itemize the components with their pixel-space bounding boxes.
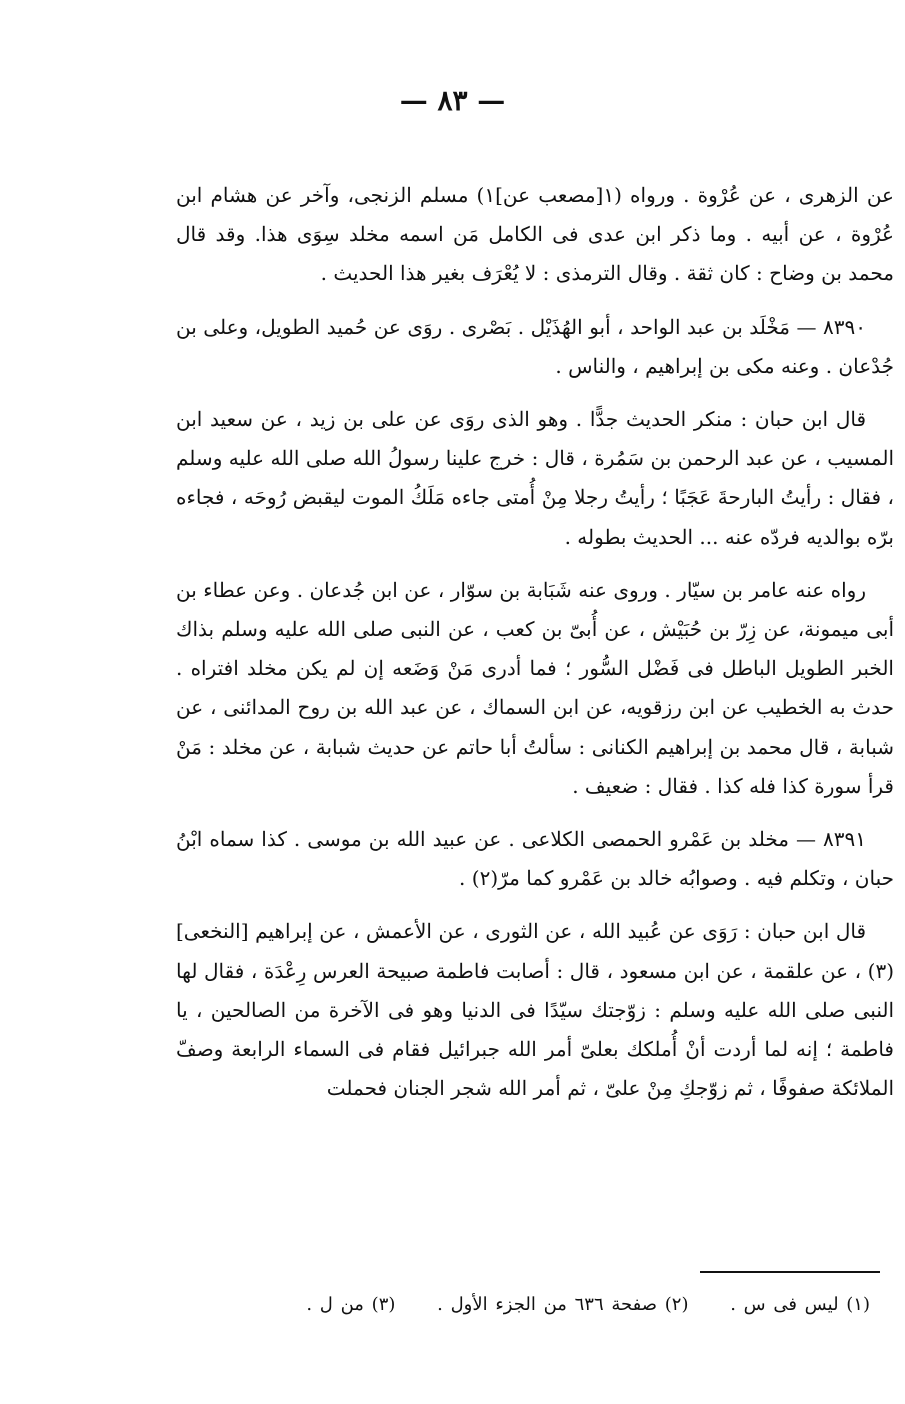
paragraph-riwaya: رواه عنه عامر بن سيّار . وروى عنه شَبَابة بن سوّار ، عن ابن جُدعان . وعن عطاء بن أبى ميمونة، عن زِرّ بن حُبَيْش ، عن أُبىّ بن كعب ، عن النبى صلى الله عليه وسلم بذاك الخبر الطويل الباطل فى فَضْل السُّور ؛ فما أدرى مَنْ وَضَعه إن لم يكن مخلد افتراه . حدث به الخطيب عن ابن رزقويه، عن ابن السماك ، عن عبد الله بن روح المدائنى ، عن شبابة ، قال محمد بن إبراهيم الكنانى : سألتُ أبا حاتم عن حديث شبابة ، عن مخلد : مَنْ قرأ سورة كذا فله كذا . فقال : ضعيف . <box>176 577 894 798</box>
paragraph-ibn-hibban-2: قال ابن حبان : رَوَى عن عُبيد الله ، عن الثورى ، عن الأعمش ، عن إبراهيم [النخعى](٣) ، عن علقمة ، عن ابن مسعود ، قال : أصابت فاطمة صبيحة العرس رِعْدَة ، فقال لها النبى صلى الله عليه وسلم : زوّجتك سيّدًا فى الدنيا وهو فى الآخرة من الصالحين ، يا فاطمة ؛ إنه لما أردت أنْ أُملكك بعلىّ أمر الله جبرائيل فقام فى السماء الرابعة وصفّ الملائكة صفوفًا ، ثم زوّجكِ مِنْ علىّ ، ثم أمر الله شجر الجنان فحملت <box>176 919 894 1101</box>
main-text <box>176 176 894 1122</box>
paragraph-ibn-hibban-1: قال ابن حبان : منكر الحديث جدًّا . وهو الذى روَى عن على بن زيد ، عن سعيد ابن المسيب ، عن عبد الرحمن بن سَمُرة ، قال : خرج علينا رسولُ الله صلى الله عليه وسلم ، فقال : رأيتُ البارحةَ عَجَبًا ؛ رأيتُ رجلا مِنْ أُمتى جاءه مَلَكُ الموت ليقبض رُوحَه ، فجاءه برّه بوالديه فردّه عنه ... الحديث بطوله . <box>176 407 895 549</box>
page-number: — ٨٣ — <box>399 84 506 117</box>
paragraph-zuhri: عن الزهرى ، عن عُرْوة . ورواه (١[مصعب عن]١) مسلم الزنجى، وآخر عن هشام ابن عُرْوة ، عن أبيه . وما ذكر ابن عدى فى الكامل مَن اسمه مخلد سِوَى هذا. وقد قال محمد بن وضاح : كان ثقة . وقال الترمذى : لا يُعْرَف بغير هذا الحديث . <box>176 183 894 286</box>
footnote-2: (٢) صفحة ٦٣٦ من الجزء الأول . <box>437 1294 689 1315</box>
footnotes <box>240 1291 870 1319</box>
footnote-1: (١) ليس فى س . <box>730 1294 870 1315</box>
footnote-separator <box>700 1271 880 1273</box>
entry-8390: ٨٣٩٠ — مَخْلَد بن عبد الواحد ، أبو الهُذَيْل . بَصْرى . روَى عن حُميد الطويل، وعلى بن جُدْعان . وعنه مكى بن إبراهيم ، والناس . <box>176 314 894 378</box>
footnote-3: (٣) من ل . <box>306 1294 396 1315</box>
entry-8391: ٨٣٩١ — مخلد بن عَمْرو الحمصى الكلاعى . عن عبيد الله بن موسى . كذا سماه ابْنُ حبان ، وتكلم فيه . وصوابُه خالد بن عَمْرو كما مرّ(٢) . <box>176 827 894 891</box>
